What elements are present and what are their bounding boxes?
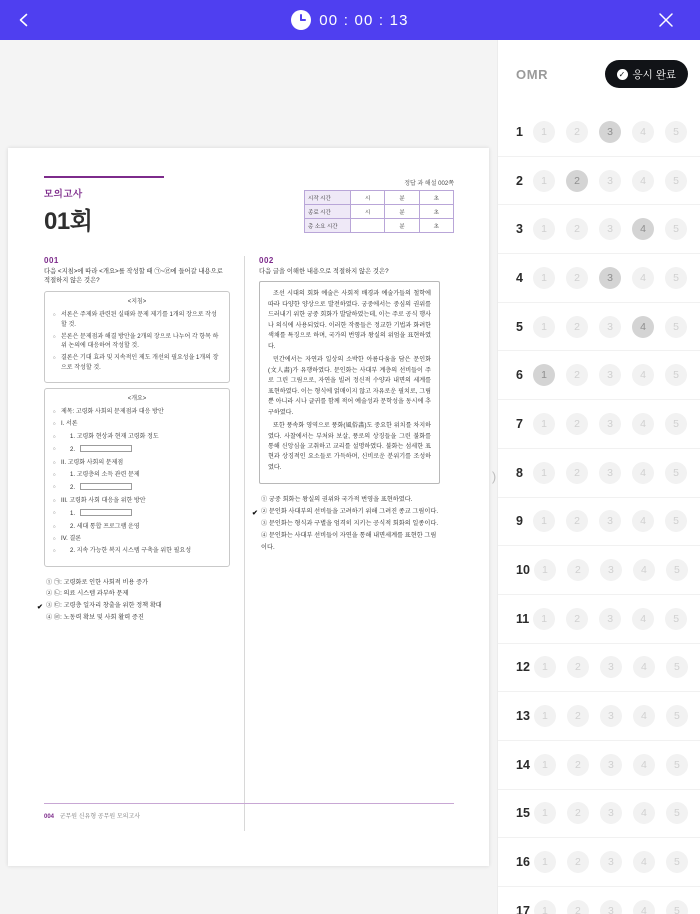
omr-answer-list[interactable] <box>498 108 700 914</box>
omr-bubble-3[interactable]: 3 <box>599 608 621 630</box>
omr-bubble-1[interactable]: 1 <box>533 413 555 435</box>
omr-row <box>498 790 700 839</box>
check-mark-icon: ✔ <box>37 604 43 612</box>
omr-bubble-group <box>533 121 687 143</box>
omr-bubble-1[interactable]: 1 <box>534 705 556 727</box>
omr-bubble-5[interactable]: 5 <box>665 121 687 143</box>
omr-row <box>498 449 700 498</box>
omr-bubble-5[interactable]: 5 <box>666 705 688 727</box>
omr-row <box>498 254 700 303</box>
time-row-hour <box>351 219 385 233</box>
omr-bubble-1[interactable]: 1 <box>533 510 555 532</box>
guideline-box <box>44 291 230 383</box>
omr-bubble-1[interactable]: 1 <box>534 851 556 873</box>
choice-label: ④ 문인화는 사대부 선비들이 자연을 통해 내면세계를 표현한 그림이다. <box>261 531 437 551</box>
reading-passage <box>259 281 440 484</box>
list-item: ○ 2. 지속 가능한 복지 시스템 구축을 위한 필요성 <box>61 547 222 557</box>
omr-bubble-4[interactable]: 4 <box>632 462 654 484</box>
timer-text: 00 : 00 : 13 <box>319 11 409 29</box>
omr-row <box>498 692 700 741</box>
omr-question-number: 8 <box>516 465 523 480</box>
table-row <box>305 205 454 219</box>
time-row-label: 종료 시간 <box>305 205 351 219</box>
omr-bubble-group <box>533 608 687 630</box>
omr-bubble-5[interactable]: 5 <box>666 900 688 914</box>
choice-label: ① 궁중 회화는 왕실의 권위와 국가적 번영을 표현하였다. <box>261 496 413 504</box>
check-mark-icon: ✔ <box>252 510 258 518</box>
time-row-second: 초 <box>419 205 453 219</box>
list-item: ○ 2. <box>61 445 222 456</box>
choice-label: ② 문인화 사대부의 선비들을 고려하기 위해 그려진 종교 그림이다. <box>261 508 439 516</box>
omr-bubble-3[interactable]: 3 <box>599 510 621 532</box>
omr-bubble-4[interactable]: 4 <box>632 121 654 143</box>
answer-reference-note: 정답 과 해설 002쪽 <box>404 181 454 187</box>
passage-paragraph: 민간에서는 자연과 일상의 소박한 아름다움을 담은 문인화(文人畵)가 유행하였다. 문인화는 사대부 계층의 선비들이 주로 그린 그림으로, 자연을 빌려 정신적 수양과 내면의 세계를 표현하였다. 이는 형식에 얽매이지 않고 자유로운 필치로, 그림뿐 아니라 시나 글귀를 함께 적어 예술성과 문학성을 동시에 추구하였다. <box>268 356 431 416</box>
time-row-second: 초 <box>419 191 453 205</box>
omr-bubble-4[interactable]: 4 <box>633 851 655 873</box>
omr-row <box>498 741 700 790</box>
omr-question-number: 14 <box>516 757 530 772</box>
omr-bubble-3[interactable]: 3 <box>600 559 622 581</box>
omr-bubble-2[interactable]: 2 <box>566 121 588 143</box>
omr-bubble-1[interactable]: 1 <box>533 218 555 240</box>
omr-bubble-4[interactable]: 4 <box>632 413 654 435</box>
omr-row <box>498 546 700 595</box>
omr-bubble-group <box>534 802 688 824</box>
omr-bubble-4[interactable]: 4 <box>633 754 655 776</box>
table-row <box>305 191 454 205</box>
exam-page-inner <box>37 176 454 838</box>
title-rule <box>44 176 164 178</box>
omr-bubble-3[interactable]: 3 <box>599 267 621 289</box>
blank-field <box>80 445 132 452</box>
omr-bubble-2[interactable]: 2 <box>566 510 588 532</box>
omr-bubble-4[interactable]: 4 <box>632 267 654 289</box>
footer-caption: 군무원 신유형 공무원 모의고사 <box>59 814 141 820</box>
omr-bubble-3[interactable]: 3 <box>599 462 621 484</box>
omr-bubble-5[interactable]: 5 <box>665 267 687 289</box>
omr-bubble-4[interactable]: 4 <box>633 802 655 824</box>
choice-item[interactable] <box>44 577 230 589</box>
omr-bubble-1[interactable]: 1 <box>533 267 555 289</box>
omr-bubble-1[interactable]: 1 <box>533 608 555 630</box>
omr-question-number: 2 <box>516 173 523 188</box>
omr-bubble-group <box>533 510 687 532</box>
question-002 <box>244 256 440 831</box>
exam-paper-panel[interactable] <box>0 40 497 914</box>
omr-bubble-4[interactable]: 4 <box>632 218 654 240</box>
question-prompt: 다음 글을 이해한 내용으로 적절하지 않은 것은? <box>259 268 389 275</box>
time-row-hour: 시 <box>351 205 385 219</box>
omr-bubble-4[interactable]: 4 <box>633 705 655 727</box>
choice-list-002 <box>252 494 440 553</box>
omr-bubble-5[interactable]: 5 <box>665 413 687 435</box>
timer-display <box>0 10 700 30</box>
omr-bubble-5[interactable]: 5 <box>665 608 687 630</box>
omr-bubble-1[interactable]: 1 <box>534 656 556 678</box>
omr-bubble-2[interactable]: 2 <box>566 413 588 435</box>
omr-bubble-1[interactable]: 1 <box>533 316 555 338</box>
time-record-table <box>304 190 454 233</box>
omr-bubble-2[interactable]: 2 <box>566 608 588 630</box>
omr-bubble-4[interactable]: 4 <box>633 900 655 914</box>
omr-question-number: 12 <box>516 660 530 675</box>
guideline-title: <지침> <box>127 298 147 305</box>
list-item: ○ I. 서론 <box>61 420 222 430</box>
list-item: ○ 결론은 기대 효과 및 지속적인 제도 개선의 필요성을 1개의 장으로 작성할 것. <box>61 354 222 374</box>
list-item: ○ IV. 결론 <box>61 535 222 545</box>
choice-item[interactable] <box>259 494 440 506</box>
omr-question-number: 7 <box>516 416 523 431</box>
omr-bubble-4[interactable]: 4 <box>632 170 654 192</box>
omr-row <box>498 838 700 887</box>
omr-bubble-2[interactable]: 2 <box>567 705 589 727</box>
omr-bubble-2[interactable]: 2 <box>567 754 589 776</box>
omr-bubble-group <box>534 754 688 776</box>
omr-bubble-1[interactable]: 1 <box>533 170 555 192</box>
omr-bubble-1[interactable]: 1 <box>533 462 555 484</box>
omr-bubble-1[interactable]: 1 <box>534 754 556 776</box>
passage-paragraph: 조선 시대의 회화 예술은 사회적 배경과 예술가들의 철학에 따라 다양한 양상으로 발전하였다. 궁중에서는 중심의 권위를 드러내기 위한 궁중 회화가 발달하였는데, 이는 주로 공식 행사나 의식에 사용되었다. 이러한 작품들은 정교한 기법과 화려한 색채를 특징으로 하며, 국가의 번영과 왕실의 위엄을 표현하였다. <box>268 290 431 350</box>
outline-title: <개요> <box>127 396 147 403</box>
omr-bubble-group <box>533 462 687 484</box>
time-row-minute: 분 <box>385 191 419 205</box>
choice-item[interactable] <box>259 530 440 554</box>
check-circle-icon: ✓ <box>617 69 628 80</box>
omr-bubble-2[interactable]: 2 <box>567 851 589 873</box>
omr-question-number: 4 <box>516 270 523 285</box>
omr-header <box>498 40 700 108</box>
omr-question-number: 16 <box>516 855 530 870</box>
question-prompt: 다음 <지침>에 따라 <개요>를 작성할 때 ㉠~㉣에 들어갈 내용으로 적절하지 않은 것은? <box>44 268 223 285</box>
table-row <box>305 219 454 233</box>
exam-round-label: 01회 <box>44 208 93 235</box>
list-item: ○ 2. <box>61 483 222 494</box>
list-item: ○ 1. <box>61 509 222 520</box>
omr-bubble-5[interactable]: 5 <box>665 510 687 532</box>
omr-bubble-group <box>534 900 688 914</box>
omr-bubble-4[interactable]: 4 <box>632 364 654 386</box>
omr-bubble-3[interactable]: 3 <box>600 851 622 873</box>
top-bar <box>0 0 700 40</box>
omr-bubble-2[interactable]: 2 <box>567 802 589 824</box>
exam-kind-label: 모의고사 <box>44 189 83 200</box>
omr-bubble-5[interactable]: 5 <box>666 656 688 678</box>
omr-bubble-2[interactable]: 2 <box>566 462 588 484</box>
omr-bubble-4[interactable]: 4 <box>632 510 654 532</box>
time-row-label: 시작 시간 <box>305 191 351 205</box>
page-number: 004 <box>44 814 55 820</box>
omr-bubble-5[interactable]: 5 <box>665 462 687 484</box>
list-item: ○ 2. 세대 통합 프로그램 운영 <box>61 523 222 533</box>
question-number: 002 <box>259 256 274 265</box>
omr-row <box>498 205 700 254</box>
footer-divider <box>44 803 454 804</box>
omr-row <box>498 351 700 400</box>
passage-paragraph: 또한 풍속화 영역으로 풍화(風俗畵)도 중요한 위치를 차지하였다. 사찰에서는 부처와 보살, 풍로의 상징들을 그린 불화를 통해 신앙심을 고취하고 교리를 설명하였다. 불화는 섬세한 표현과 상징적인 요소들로 가득하며, 신비로운 분위기를 조성하였다. <box>268 422 431 471</box>
content-area <box>0 40 700 914</box>
list-item: ○ III. 고령화 사회 대응을 위한 방안 <box>61 497 222 507</box>
omr-bubble-5[interactable]: 5 <box>665 316 687 338</box>
omr-bubble-1[interactable]: 1 <box>534 802 556 824</box>
omr-question-number: 10 <box>516 563 530 578</box>
guideline-list <box>52 311 222 374</box>
page-footer <box>44 811 140 820</box>
panel-resize-handle[interactable]: ) <box>491 469 497 484</box>
omr-bubble-group <box>534 851 688 873</box>
back-button[interactable] <box>0 0 48 40</box>
omr-question-number: 5 <box>516 319 523 334</box>
page-columns <box>37 256 454 831</box>
time-row-minute: 분 <box>385 205 419 219</box>
omr-title: OMR <box>516 66 549 82</box>
omr-bubble-group <box>533 316 687 338</box>
omr-bubble-4[interactable]: 4 <box>633 656 655 678</box>
outline-box <box>44 388 230 567</box>
omr-bubble-3[interactable]: 3 <box>600 754 622 776</box>
omr-bubble-3[interactable]: 3 <box>600 802 622 824</box>
omr-bubble-4[interactable]: 4 <box>632 608 654 630</box>
omr-bubble-3[interactable]: 3 <box>599 218 621 240</box>
close-button[interactable] <box>646 0 686 40</box>
omr-bubble-1[interactable]: 1 <box>534 900 556 914</box>
omr-question-number: 6 <box>516 368 523 383</box>
choice-label: ③ 문인화는 형식과 구별을 엄격히 지키는 공식적 회화의 일종이다. <box>261 519 439 527</box>
omr-row <box>498 644 700 693</box>
omr-bubble-3[interactable]: 3 <box>600 705 622 727</box>
choice-item[interactable] <box>44 612 230 624</box>
omr-question-number: 11 <box>516 611 530 626</box>
chevron-left-icon <box>17 13 31 27</box>
omr-bubble-3[interactable]: 3 <box>599 121 621 143</box>
omr-bubble-2[interactable]: 2 <box>566 267 588 289</box>
list-item: ○ 1. 고령화 현상과 현재 고령화 정도 <box>61 433 222 443</box>
omr-bubble-group <box>534 705 688 727</box>
omr-question-number: 13 <box>516 709 530 724</box>
list-item: ○ 제목: 고령화 사회의 문제점과 대응 방안 <box>61 408 222 418</box>
list-item: ○ 1. 고령층의 소득 관련 문제 <box>61 471 222 481</box>
list-item: ○ 서론은 주제와 관련된 실태와 문제 제기를 1개의 장으로 작성할 것. <box>61 311 222 331</box>
omr-bubble-2[interactable]: 2 <box>567 900 589 914</box>
choice-label: ① ㉠: 고령화로 인한 사회적 비용 증가 <box>46 578 149 586</box>
omr-bubble-3[interactable]: 3 <box>599 364 621 386</box>
omr-question-number: 17 <box>516 903 530 914</box>
omr-bubble-group <box>533 267 687 289</box>
choice-item[interactable] <box>252 506 440 518</box>
omr-row <box>498 887 700 914</box>
omr-question-number: 15 <box>516 806 530 821</box>
omr-bubble-2[interactable]: 2 <box>566 218 588 240</box>
exam-page-sheet <box>8 148 489 866</box>
time-row-second: 초 <box>419 219 453 233</box>
list-item: ○ 본론은 문제점과 해결 방안을 2개의 장으로 나누어 각 항목 하위 논의에 대응하여 작성할 것. <box>61 333 222 353</box>
omr-bubble-5[interactable]: 5 <box>666 559 688 581</box>
time-row-hour: 시 <box>351 191 385 205</box>
omr-bubble-2[interactable]: 2 <box>566 170 588 192</box>
omr-bubble-group <box>533 413 687 435</box>
omr-bubble-5[interactable]: 5 <box>665 364 687 386</box>
omr-bubble-3[interactable]: 3 <box>599 413 621 435</box>
omr-row <box>498 400 700 449</box>
choice-list-001 <box>37 577 230 624</box>
time-row-minute: 분 <box>385 219 419 233</box>
submit-exam-button[interactable] <box>605 60 689 88</box>
omr-bubble-group <box>533 364 687 386</box>
omr-bubble-group <box>533 170 687 192</box>
blank-field <box>80 483 132 490</box>
omr-bubble-1[interactable]: 1 <box>533 364 555 386</box>
choice-item[interactable] <box>259 518 440 530</box>
omr-bubble-group <box>534 656 688 678</box>
omr-bubble-1[interactable]: 1 <box>533 121 555 143</box>
omr-bubble-5[interactable]: 5 <box>666 851 688 873</box>
choice-label: ③ ㉢: 고령층 일자리 창출을 위한 정책 확대 <box>46 602 162 610</box>
omr-bubble-3[interactable]: 3 <box>599 170 621 192</box>
omr-question-number: 1 <box>516 124 523 139</box>
omr-bubble-5[interactable]: 5 <box>666 754 688 776</box>
omr-question-number: 9 <box>516 514 523 529</box>
omr-bubble-5[interactable]: 5 <box>665 170 687 192</box>
omr-bubble-group <box>533 218 687 240</box>
question-number: 001 <box>44 256 59 265</box>
blank-field <box>80 509 132 516</box>
time-row-label: 총 소요 시간 <box>305 219 351 233</box>
omr-bubble-4[interactable]: 4 <box>633 559 655 581</box>
close-icon <box>658 12 674 28</box>
clock-icon <box>291 10 311 30</box>
choice-item[interactable] <box>44 588 230 600</box>
omr-bubble-1[interactable]: 1 <box>534 559 556 581</box>
list-item: ○ II. 고령화 사회의 문제점 <box>61 459 222 469</box>
omr-bubble-3[interactable]: 3 <box>600 656 622 678</box>
omr-bubble-5[interactable]: 5 <box>665 218 687 240</box>
choice-label: ④ ㉣: 노동력 확보 및 사회 활력 증진 <box>46 614 144 622</box>
omr-bubble-3[interactable]: 3 <box>600 900 622 914</box>
submit-label: 응시 완료 <box>632 68 676 81</box>
omr-bubble-2[interactable]: 2 <box>567 656 589 678</box>
omr-bubble-2[interactable]: 2 <box>566 364 588 386</box>
omr-bubble-5[interactable]: 5 <box>666 802 688 824</box>
omr-row <box>498 108 700 157</box>
omr-bubble-2[interactable]: 2 <box>566 316 588 338</box>
choice-item[interactable] <box>37 600 230 612</box>
omr-panel <box>497 40 700 914</box>
omr-bubble-group <box>534 559 688 581</box>
omr-bubble-4[interactable]: 4 <box>632 316 654 338</box>
omr-row <box>498 498 700 547</box>
omr-bubble-3[interactable]: 3 <box>599 316 621 338</box>
omr-row <box>498 303 700 352</box>
omr-row <box>498 595 700 644</box>
question-001 <box>37 256 240 831</box>
omr-question-number: 3 <box>516 222 523 237</box>
outline-list <box>52 408 222 557</box>
omr-bubble-2[interactable]: 2 <box>567 559 589 581</box>
choice-label: ② ㉡: 의료 시스템 과부하 문제 <box>46 590 129 598</box>
omr-row <box>498 157 700 206</box>
